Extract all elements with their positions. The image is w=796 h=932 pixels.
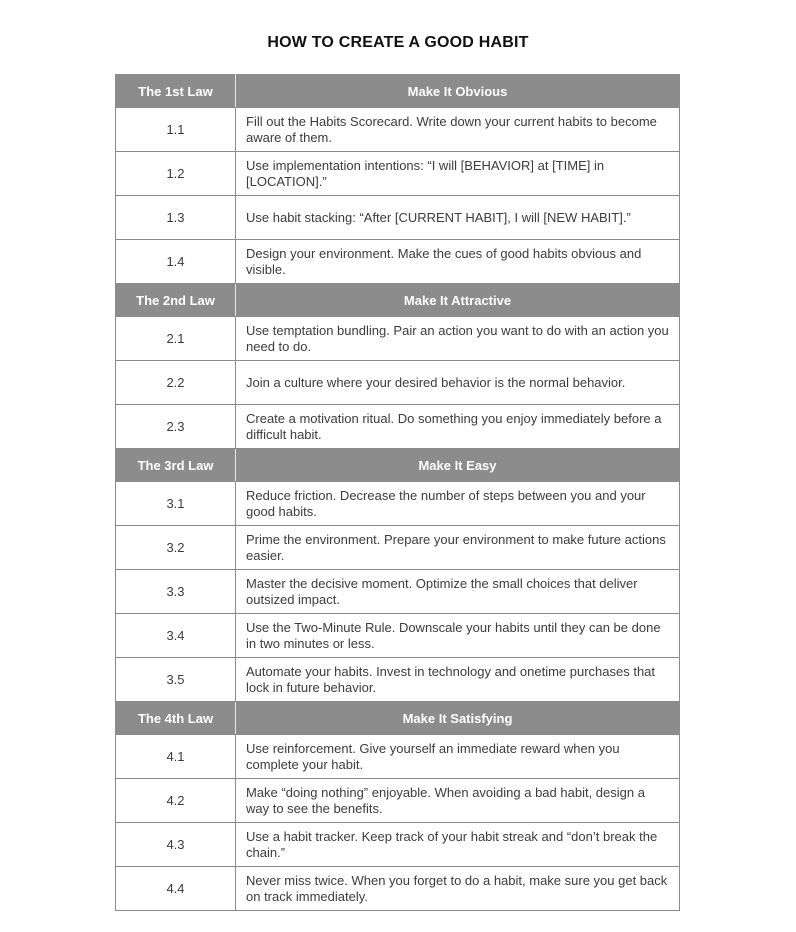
table-row bbox=[116, 108, 680, 152]
table-row bbox=[116, 658, 680, 702]
law-name: The 3rd Law bbox=[116, 449, 236, 482]
law-header-row bbox=[116, 75, 680, 108]
habit-description: Design your environment. Make the cues of good habits obvious and visible. bbox=[236, 240, 680, 284]
habit-number: 3.2 bbox=[116, 526, 236, 570]
habit-number: 3.4 bbox=[116, 614, 236, 658]
table-row bbox=[116, 823, 680, 867]
habit-number: 1.3 bbox=[116, 196, 236, 240]
table-row bbox=[116, 196, 680, 240]
habit-number: 4.1 bbox=[116, 735, 236, 779]
habit-description: Use implementation intentions: “I will [BEHAVIOR] at [TIME] in [LOCATION].” bbox=[236, 152, 680, 196]
table-row bbox=[116, 240, 680, 284]
habit-number: 1.4 bbox=[116, 240, 236, 284]
table-row bbox=[116, 735, 680, 779]
habit-description: Master the decisive moment. Optimize the small choices that deliver outsized impact. bbox=[236, 570, 680, 614]
table-row bbox=[116, 405, 680, 449]
habit-description: Automate your habits. Invest in technology and onetime purchases that lock in future behavior. bbox=[236, 658, 680, 702]
table-row bbox=[116, 614, 680, 658]
habit-number: 2.3 bbox=[116, 405, 236, 449]
habit-number: 1.2 bbox=[116, 152, 236, 196]
habit-description: Use habit stacking: “After [CURRENT HABIT], I will [NEW HABIT].” bbox=[236, 196, 680, 240]
table-row bbox=[116, 482, 680, 526]
law-name: The 2nd Law bbox=[116, 284, 236, 317]
law-header-row bbox=[116, 284, 680, 317]
habit-description: Create a motivation ritual. Do something you enjoy immediately before a difficult habit. bbox=[236, 405, 680, 449]
table-row bbox=[116, 526, 680, 570]
habit-number: 3.1 bbox=[116, 482, 236, 526]
habit-description: Prime the environment. Prepare your environment to make future actions easier. bbox=[236, 526, 680, 570]
habit-number: 4.2 bbox=[116, 779, 236, 823]
habit-number: 2.2 bbox=[116, 361, 236, 405]
habit-description: Never miss twice. When you forget to do a habit, make sure you get back on track immediately. bbox=[236, 867, 680, 911]
table-row bbox=[116, 779, 680, 823]
habit-description: Join a culture where your desired behavior is the normal behavior. bbox=[236, 361, 680, 405]
table-row bbox=[116, 317, 680, 361]
table-row bbox=[116, 570, 680, 614]
law-heading: Make It Attractive bbox=[236, 284, 680, 317]
law-name: The 4th Law bbox=[116, 702, 236, 735]
habit-number: 4.4 bbox=[116, 867, 236, 911]
law-header-row bbox=[116, 449, 680, 482]
habit-description: Reduce friction. Decrease the number of steps between you and your good habits. bbox=[236, 482, 680, 526]
habit-number: 3.3 bbox=[116, 570, 236, 614]
habit-number: 4.3 bbox=[116, 823, 236, 867]
habit-description: Use the Two-Minute Rule. Downscale your habits until they can be done in two minutes or less. bbox=[236, 614, 680, 658]
table-row bbox=[116, 867, 680, 911]
law-name: The 1st Law bbox=[116, 75, 236, 108]
table-row bbox=[116, 361, 680, 405]
habit-number: 1.1 bbox=[116, 108, 236, 152]
habit-description: Use temptation bundling. Pair an action you want to do with an action you need to do. bbox=[236, 317, 680, 361]
habits-table-body bbox=[116, 75, 680, 911]
habit-description: Use a habit tracker. Keep track of your habit streak and “don’t break the chain.” bbox=[236, 823, 680, 867]
law-heading: Make It Easy bbox=[236, 449, 680, 482]
habit-description: Use reinforcement. Give yourself an immediate reward when you complete your habit. bbox=[236, 735, 680, 779]
habit-description: Fill out the Habits Scorecard. Write down your current habits to become aware of them. bbox=[236, 108, 680, 152]
habit-description: Make “doing nothing” enjoyable. When avoiding a bad habit, design a way to see the benefits. bbox=[236, 779, 680, 823]
law-heading: Make It Satisfying bbox=[236, 702, 680, 735]
table-row bbox=[116, 152, 680, 196]
habit-number: 3.5 bbox=[116, 658, 236, 702]
habit-number: 2.1 bbox=[116, 317, 236, 361]
law-header-row bbox=[116, 702, 680, 735]
page-title: HOW TO CREATE A GOOD HABIT bbox=[267, 34, 529, 51]
law-heading: Make It Obvious bbox=[236, 75, 680, 108]
habits-table bbox=[115, 74, 680, 911]
